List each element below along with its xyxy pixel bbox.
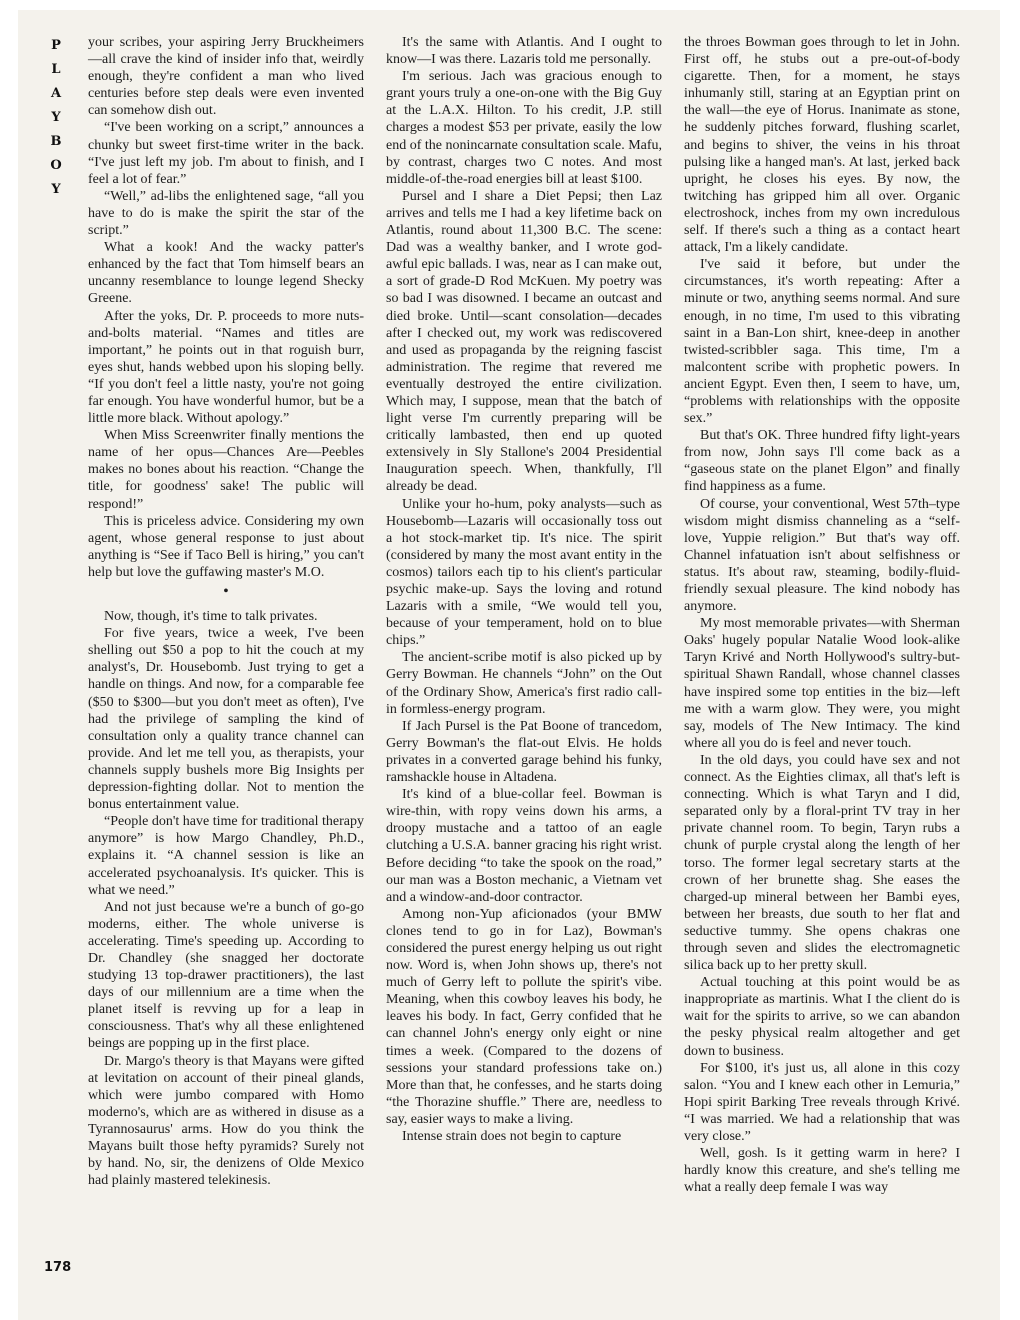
paragraph: It's kind of a blue-collar feel. Bowman is wire-thin, with ropy veins down his arms, a droopy mustache and a tattoo of an eagle clutching a U.S.A. banner gracing his right wrist. Before deciding “to take the spook on the road,” our man was a Boston mechanic, a Vietnam vet and a window-and-door contractor. [386, 787, 662, 905]
paragraph: When Miss Screenwriter finally mentions the name of her opus—Chances Are—Peebles makes no bones about his reaction. “Change the title, for goodness' sake! The public will respond!” [88, 428, 364, 512]
paragraph: Actual touching at this point would be as inappropriate as martinis. What I the client do is wait for the spirits to arrive, so we can abandon the pesky physical realm altogether and get down to business. [684, 975, 960, 1059]
paragraph: I'm serious. Jach was gracious enough to grant yours truly a one-on-one with the Big Guy at the L.A.X. Hilton. To his credit, J.P. still charges a modest $53 per private, easily the low end of the nonincarnate consultation scale. Mafu, by contrast, charges two C notes. And most middle-of-the-road energies bill at least $100. [386, 69, 663, 187]
masthead-letter: Y [51, 182, 61, 197]
paragraph: the throes Bowman goes through to let in John. First off, he stubs out a pre-out-of-body cigarette. Then, for a moment, he stays inhumanly still, staring at an Egyptian print on the wall—the eye of Horus. Inanimate as stone, he suddenly pitches forward, flushing scarlet, and begins to shiver, the veins in his throat pulsing like a hanged man's. At last, jerked back upright, he closes his eyes. By now, the twitching has gripped him all over. Organic electroshock, inches from my own incredulous self. If there's such a thing as a contact heart attack, I'm a likely candidate. [684, 35, 960, 256]
paragraph: “People don't have time for traditional therapy anymore” is how Margo Chandley, Ph.D., explains it. “A channel session is like an accelerated psychoanalysis. It's quicker. This is what we need.” [88, 814, 364, 898]
paragraph: The ancient-scribe motif is also picked up by Gerry Bowman. He channels “John” on the Out of the Ordinary Show, America's first radio call-in formless-energy program. [386, 650, 662, 717]
paragraph: Now, though, it's time to talk privates. [104, 609, 318, 625]
paragraph: But that's OK. Three hundred fifty light-years from now, John says I'll come back as a “gaseous state on the planet Elgon” and finally find happiness as a fume. [684, 428, 960, 495]
paragraph: For five years, twice a week, I've been shelling out $50 a pop to hit the couch at my analyst's, Dr. Housebomb. Just trying to get a handle on things. And now, for a comparable fee ($50 to $300—but you don't meet as often), I've had the privilege of sampling the kind of consultation only a quality trance channel can provide. And let me tell you, as therapists, your channels supply bushels more Big Insights per depression-fighting dollar. Not to mention the bonus entertainment value. [88, 626, 364, 813]
paragraph: your scribes, your aspiring Jerry Bruckheimers—all crave the kind of insider info that, weirdly enough, they're confident a man who lived centuries before step deals were even invented can somehow dish out. [88, 35, 364, 119]
masthead-letter: P [51, 38, 61, 53]
page-number: 178 [44, 1260, 72, 1275]
masthead-letter: L [51, 62, 61, 77]
masthead-letter: Y [51, 110, 61, 125]
paragraph: “I've been working on a script,” announces a chunky but sweet first-time writer in the back. “I've just left my job. I'm about to finish, and I feel a lot of fear.” [88, 120, 364, 187]
paragraph: Of course, your conventional, West 57th–type wisdom might dismiss channeling as a “self-love, Yuppie religion.” But that's way off. Channel infatuation isn't about selfishness or status. It's about raw, steaming, bodily-fluid-friendly sexual pleasure. The kind nobody has anymore. [684, 496, 960, 615]
magazine-masthead [42, 34, 70, 202]
paragraph: In the old days, you could have sex and not connect. As the Eighties climax, all that's left is connecting. Which is what Taryn and I did, separated only by a floral-print TV tray in her private channel room. To begin, Taryn rubs a chunk of purple crystal along the length of her torso. The former legal secretary starts at the crown of her brunette shag. She eases the charged-up mineral between her Bambi eyes, between her breasts, due south to her flat and seductive tummy. She opens chakras one through seven and slides the electromagnetic silica back up to her pretty skull. [684, 752, 960, 974]
paragraph: This is priceless advice. Considering my own agent, whose general response to just about anything is “See if Taco Bell is hiring,” you can't help but love the guffawing master's M.O. [88, 513, 364, 580]
masthead-letter: A [50, 86, 62, 101]
text-column-3 [684, 34, 960, 1196]
paragraph: “Well,” ad-libs the enlightened sage, “all you have to do is make the spirit the star of the script.” [88, 188, 364, 239]
paragraph: And not just because we're a bunch of go-go moderns, either. The whole universe is accelerating. Time's speeding up. According to Dr. Chandley (she snagged her doctorate studying 13 top-drawer practitioners), the last days of our millennium are a time when the planet itself is revving up for a leap in consciousness. That's why all these enlightened beings are popping up in the first place. [88, 899, 364, 1052]
paragraph: Well, gosh. Is it getting warm in here? I hardly know this creature, and she's telling me what a really deep female I was way [684, 1146, 960, 1196]
paragraph: What a kook! And the wacky patter's enhanced by the fact that Tom himself bears an uncanny resemblance to lounge legend Shecky Greene. [88, 240, 364, 307]
magazine-page [18, 10, 1000, 1320]
masthead-letter: O [50, 158, 62, 173]
text-column-2 [386, 34, 662, 1145]
text-column-1 [88, 34, 364, 1189]
paragraph: If Jach Pursel is the Pat Boone of trancedom, Gerry Bowman's the flat-out Elvis. He holds privates in a converted garage behind his funky, ramshackle house in Altadena. [386, 718, 662, 786]
section-break-bullet: • [223, 584, 229, 599]
paragraph: Dr. Margo's theory is that Mayans were gifted at levitation on account of their pineal glands, which were jumbo compared with Homo moderno's, which are as withered in disuse as a Tyrannosaurus' arms. How do you think the Mayans built those hefty pyramids? Surely not by hand. No, sir, the denizens of Olde Mexico had plainly mastered telekinesis. [88, 1053, 364, 1189]
paragraph: Unlike your ho-hum, poky analysts—such as Housebomb—Lazaris will occasionally toss out a hot stock-market tip. It's nice. The spirit (considered by many the most avant entity in the cosmos) tailors each tip to his client's particular psychic make-up. Says the loving and rotund Lazaris with a smile, “We would tell you, because of your temperament, hold on to blue chips.” [386, 496, 662, 649]
paragraph: For $100, it's just us, all alone in this cozy salon. “You and I knew each other in Lemuria,” Hopi spirit Barking Tree reveals through Krivé. “I was married. We had a relationship that was very close.” [684, 1060, 960, 1144]
paragraph: Among non-Yup aficionados (your BMW clones tend to go in for Laz), Bowman's considered the purest energy helping us out right now. Word is, when John shows up, there's not much of Gerry left to pollute the spirit's vibe. Meaning, when this cowboy leaves his body, he leaves his body. In fact, Gerry confided that he can channel John's energy only eight or nine times a week. (Compared to the dozens of sessions your standard professions take on.) More than that, he confesses, and he starts doing “the Thorazine shuffle.” There are, needless to say, easier ways to make a living. [386, 906, 662, 1127]
paragraph: Pursel and I share a Diet Pepsi; then Laz arrives and tells me I had a key lifetime back on Atlantis, round about 11,300 B.C. The scene: Dad was a wealthy banker, and I wrote god-awful epic ballads. I was, near as I can make out, a sort of grade-D Rod McKuen. My poetry was so bad I was disowned. I became an outcast and died broke. Until—scant consolation—decades after I checked out, my work was rediscovered and used as propaganda by the reigning fascist administration. The regime that revered me eventually destroyed the entire civilization. Which may, I suppose, mean that the batch of light verse I'm currently preparing will be critically lambasted, then end up quoted extensively in Sly Stallone's 2004 Presidential Inauguration speech. When, thankfully, I'll already be dead. [386, 188, 662, 495]
paragraph: Intense strain does not begin to capture [402, 1129, 622, 1144]
masthead-letter: B [50, 134, 62, 149]
paragraph: It's the same with Atlantis. And I ought to know—I was there. Lazaris told me personally. [386, 35, 662, 68]
paragraph: I've said it before, but under the circumstances, it's worth repeating: After a minute or two, anything seems normal. And sure enough, in no time, I'm used to this vibrating saint in a Ban-Lon shirt, knee-deep in another twisted-scribbler saga. This time, I'm a malcontent scribe with prophetic powers. In ancient Egypt. Even then, I seem to have, um, “problems with relationships with the opposite sex.” [684, 257, 960, 427]
paragraph: My most memorable privates—with Sherman Oaks' hugely popular Natalie Wood look-alike Taryn Krivé and North Hollywood's sultry-but-spiritual Shawn Randall, whose channel classes have inspired some top entities in the biz—left me with a warm glow. They were, you might say, models of The New Intimacy. The kind where all you do is feel and never touch. [684, 616, 960, 751]
paragraph: After the yoks, Dr. P. proceeds to more nuts-and-bolts material. “Names and titles are important,” he points out in that roguish burr, eyes shut, hands webbed upon his sloping belly. “If you don't feel a little nasty, you're not going far enough. You have wonderful humor, but be a little more black. Without apology.” [88, 308, 364, 427]
